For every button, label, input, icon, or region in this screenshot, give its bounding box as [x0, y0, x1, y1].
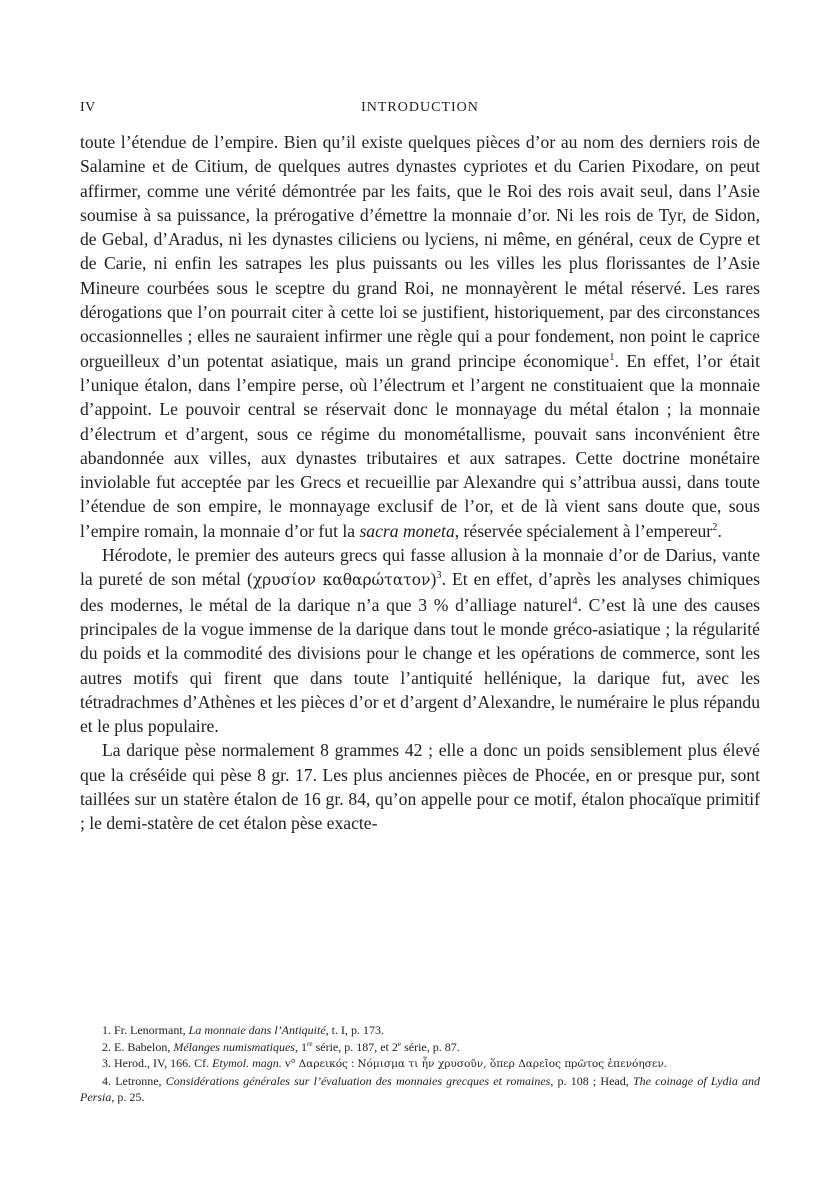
footnote [80, 1022, 760, 1039]
text-run: , 1 [294, 1039, 307, 1054]
page-number: IV [80, 100, 96, 115]
footnote [80, 1039, 760, 1056]
running-title: INTRODUCTION [361, 100, 479, 115]
text-run: . Et en effet, d’après les analyses chimiques des modernes, le métal de la darique n’a que 3 % d’alliage naturel [80, 569, 760, 615]
text-run: , p. 25. [111, 1090, 145, 1104]
text-run: ) [430, 569, 437, 590]
citation-title: Considérations générales sur l’évaluation des monnaies grecques et romaines [165, 1073, 551, 1088]
text-run: Herod., IV, 166. Cf. [114, 1056, 213, 1070]
citation-title: Etymol. magn. [212, 1056, 282, 1070]
footnote-ref-2: 2 [712, 521, 718, 533]
greek-quote: χρυσίον καθαρώτατον [252, 571, 431, 590]
footnote [80, 1055, 760, 1073]
text-run: . [663, 1056, 667, 1070]
emphasis: sacra moneta [359, 520, 455, 541]
text-run: Hérodote, le premier des auteurs grecs qui fasse allusion à la monnaie d’or de Darius, vante la pureté de son métal ( [80, 545, 760, 590]
text-run: , réservée spécialement à l’empereur [454, 520, 713, 541]
text-run: série, p. 87. [401, 1039, 460, 1054]
text-run: E. Babelon, [114, 1039, 174, 1054]
footnote-number: 3. [102, 1056, 111, 1070]
text-run: Letronne, [115, 1073, 166, 1088]
text-run: . En effet, l’or était l’unique étalon, dans l’empire perse, où l’électrum et l’argent ne constituaient que la monnaie d’appoint. Le pouvoir central se réservait donc le monnayage du métal étalon ; la monnaie d’électrum et d’argent, sous ce régime du monométallisme, pouvait sans inconvénient être abandonnée aux villes, aux dynastes tributaires et aux satrapes. Cette doctrine monétaire inviolable fut acceptée par les Grecs et recueillie par Alexandre qui s’attribua aussi, dans toute l’étendue de son empire, le monnayage exclusif de l’or, et de là vient sans doute que, sous l’empire romain, la monnaie d’or fut la [80, 350, 760, 541]
footnote-ref-1: 1 [609, 351, 615, 363]
citation-title: The coinage of Lydia and Persia [80, 1073, 761, 1104]
greek-term: Δαρεικός [298, 1058, 348, 1070]
text-run: v° [281, 1056, 299, 1070]
paragraph [80, 130, 760, 543]
footnote-ref-3: 3 [436, 570, 442, 582]
footnotes [80, 1022, 760, 1106]
footnote [80, 1073, 760, 1106]
ordinal-suffix: e [397, 1039, 402, 1048]
footnote-number: 1. [102, 1023, 111, 1037]
text-run: . [717, 520, 722, 541]
text-run: . C’est là une des causes principales de la vogue immense de la darique dans tout le monde gréco-asiatique ; la régularité du poids et la commodité des divisions pour le change et les opérations de commerce, sont les autres motifs qui firent que dans toute l’antiquité hellénique, la darique fut, avec les tétradrachmes d’Athènes et les pièces d’or et d’argent d’Alexandre, le numéraire le plus répandu et le plus populaire. [80, 594, 761, 737]
citation-title: La monnaie dans l’Antiquité [188, 1023, 326, 1037]
citation-title: Mélanges numismatiques [173, 1039, 295, 1054]
text-run: , p. 108 ; Head, [550, 1073, 633, 1088]
text-run: , t. I, p. 173. [325, 1023, 384, 1037]
paragraph [80, 738, 760, 835]
paragraph [80, 543, 760, 738]
text-run: Fr. Lenormant, [114, 1023, 189, 1037]
running-header [80, 100, 760, 122]
text-run: : [347, 1056, 358, 1070]
main-text [80, 130, 760, 836]
ordinal-suffix: re [306, 1039, 313, 1048]
text-run: toute l’étendue de l’empire. Bien qu’il existe quelques pièces d’or au nom des derniers rois de Salamine et de Citium, de quelques autres dynastes cypriotes et du Carien Pixodare, on peut affirmer, comme une vérité démontrée par les faits, que le Roi des rois avait seul, dans l’Asie soumise à sa puissance, la prérogative d’émettre la monnaie d’or. Ni les rois de Tyr, de Sidon, de Gebal, d’Aradus, ni les dynastes ciliciens ou lyciens, ni même, en général, ceux de Cypre et de Carie, ni enfin les satrapes les plus puissants ou les villes les plus florissantes de l’Asie Mineure courbées sous le sceptre du grand Roi, ne monnayèrent le métal réservé. Les rares dérogations que l’on pourrait citer à cette loi se justifient, historiquement, par des circonstances occasionnelles ; elles ne sauraient infirmer une règle qui a pour fondement, non point le caprice orgueilleux d’un potentat asiatique, mais un grand principe économique [80, 132, 760, 371]
greek-quote: Νόμισμα τι ἦν χρυσοῦν, ὅπερ Δαρεῖος πρῶτος ἐπενόησεν [357, 1058, 664, 1070]
text-run: La darique pèse normalement 8 grammes 42 ; elle a donc un poids sensiblement plus élevé que la créséide qui pèse 8 gr. 17. Les plus anciennes pièces de Phocée, en or presque pur, sont taillées sur un statère étalon de 16 gr. 84, qu’on appelle pour ce motif, étalon phocaïque primitif ; le demi-statère de cet étalon pèse exacte- [80, 740, 760, 834]
footnote-number: 2. [102, 1039, 111, 1054]
footnote-number: 4. [102, 1073, 111, 1088]
text-run: série, p. 187, et 2 [312, 1039, 398, 1054]
footnote-ref-4: 4 [572, 595, 578, 607]
